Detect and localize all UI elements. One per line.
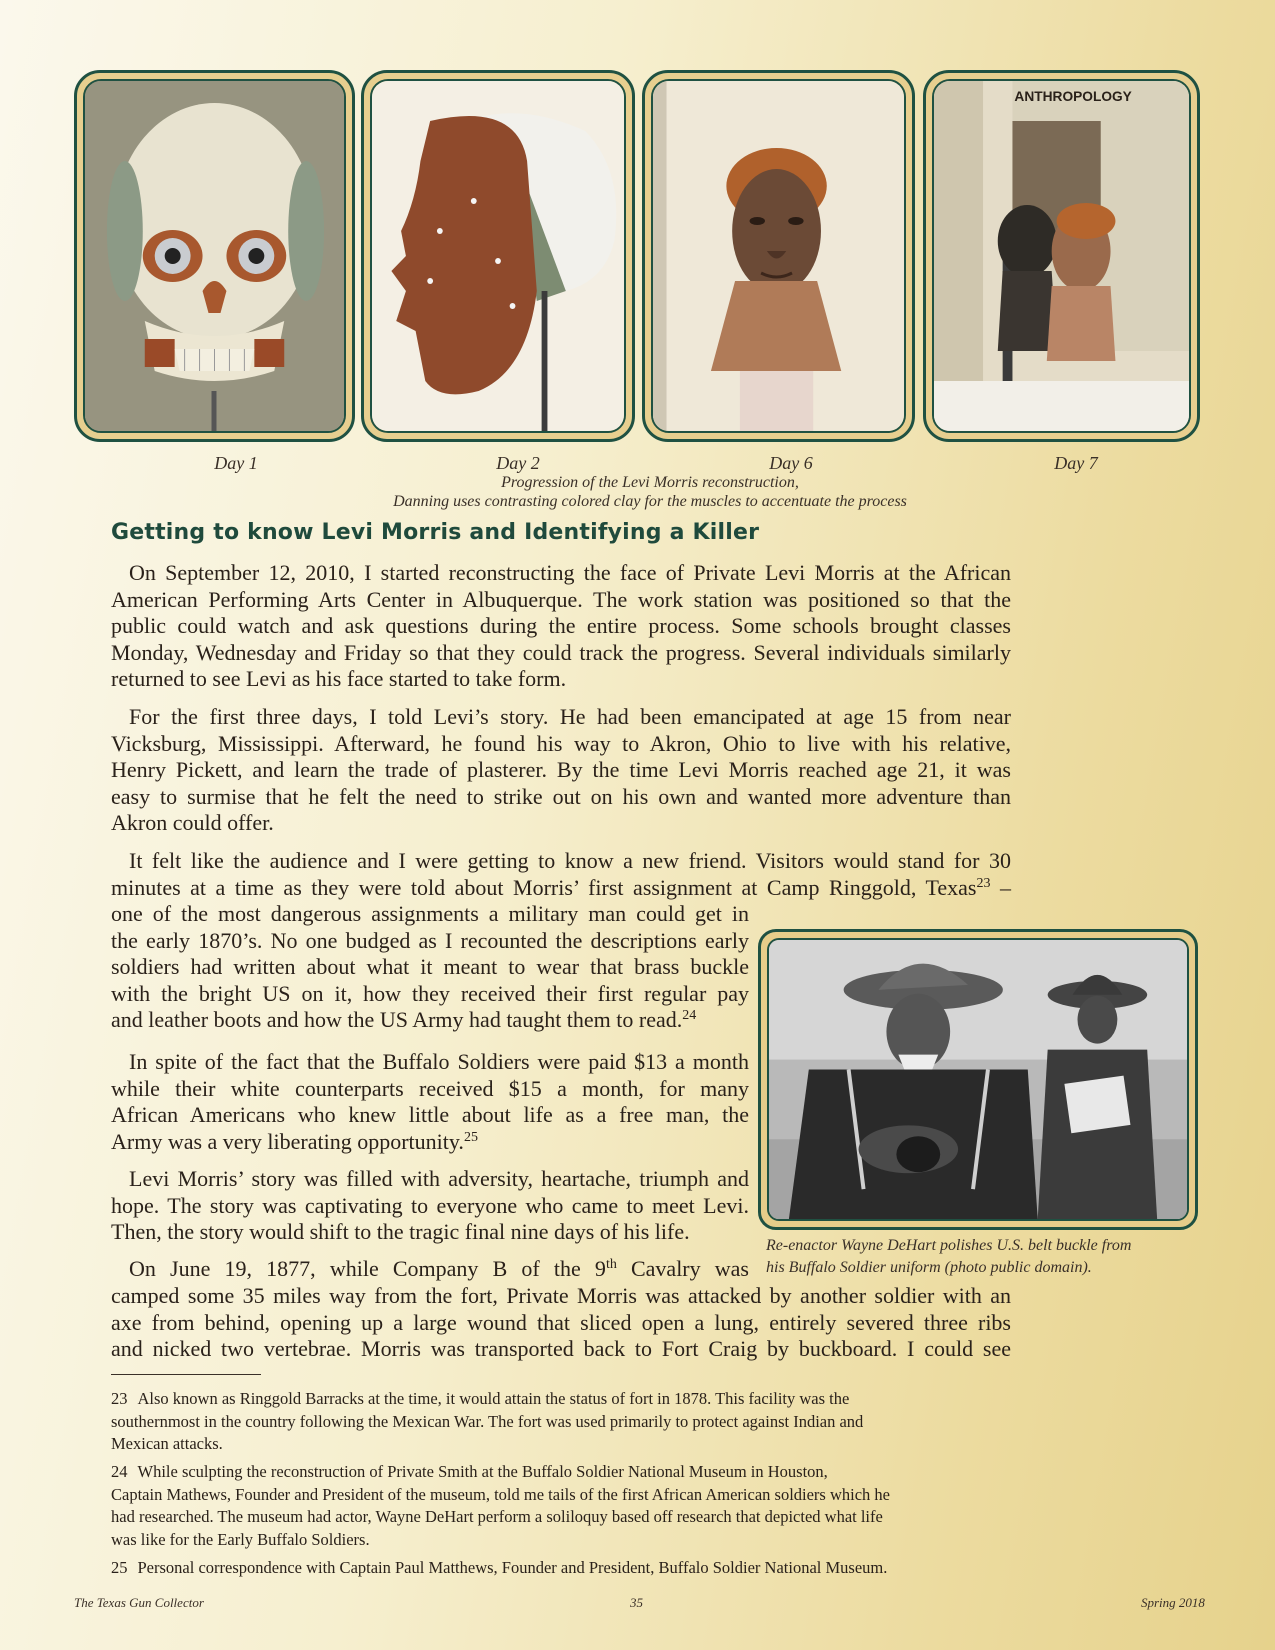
reenactor-photo [758, 929, 1198, 1230]
clay-bust-front-image [653, 81, 904, 431]
skull-image [85, 81, 344, 431]
clay-profile-image [372, 81, 624, 431]
paragraph-1: On September 12, 2010, I started reconstructing the face of Private Levi Morris at the African American Performing Arts Center in Albuquerque. The work station was positioned so that the public could watch and ask questions during the entire process. Some schools brought classes Monday, Wednesday and Friday so that they could track the progress. Several individuals similarly returned to see Levi as his face started to take form. [111, 560, 1011, 692]
paragraph-3-narrow: one of the most dangerous assignments a military man could get in the early 1870’s. No one budged as I recounted the descriptions early soldiers had written about what it meant to wear that brass buckle with the bright US on it, how they received their first regular pay and leather boots and how the US Army had taught them to read.$^{24}$ [111, 901, 749, 1033]
paragraph-3-full-width: It felt like the audience and I were getting to know a new friend. Visitors would stand for 30 minutes at a time as they were told about Morris’ first assignment at Camp Ringgold, Texas$^{23}$ – [111, 848, 1012, 900]
paragraph-5: Levi Morris’ story was filled with adversity, heartache, triumph and hope. The story was captivating to everyone who came to meet Levi. Then, the story would shift to the tragic final nine days of his life. [111, 1166, 749, 1245]
photo-day-1 [74, 70, 355, 442]
footnote-ref-25[interactable]: 25 [463, 1129, 478, 1145]
day-2-label: Day 2 [496, 453, 540, 473]
footer-issue: Spring 2018 [1141, 1595, 1205, 1610]
photo-day-6 [642, 70, 915, 442]
svg-text:ANTHROPOLOGY: ANTHROPOLOGY [1014, 87, 1132, 105]
footnote-24: 24 While sculpting the reconstruction of Private Smith at the Buffalo Soldier National Museum in Houston, Captain Mathews, Founder and President of the museum, told me tails of the first African American soldiers which he had researched. The museum had actor, Wayne DeHart perform a soliloquy based off research that depicted what life was like for the Early Buffalo Soldiers. [111, 1462, 890, 1549]
paragraph-6-narrow: On June 19, 1877, while Company B of the 9th Cavalry was [129, 1256, 749, 1281]
footnote-23: 23 Also known as Ringgold Barracks at the time, it would attain the status of fort in 1878. This facility was the southernmost in the country following the Mexican War. The fort was used primarily to protect against Indian and Mexican attacks. [111, 1389, 864, 1453]
footnote-divider [111, 1374, 261, 1375]
paragraph-2: For the first three days, I told Levi’s story. He had been emancipated at age 15 from near Vicksburg, Mississippi. Afterward, he found his way to Akron, Ohio to live with his relative, Henry Pickett, and learn the trade of plasterer. By the time Levi Morris reached age 21, it was easy to surmise that he felt the need to strike out on his own and wanted more adventure than Akron could offer. [111, 704, 1011, 836]
footnote-25: 25 Personal correspondence with Captain Paul Matthews, Founder and President, Buffalo Soldier National Museum. [111, 1558, 888, 1577]
paragraph-6-full-width: camped some 35 miles way from the fort, Private Morris was attacked by another soldier with an axe from behind, opening up a large wound that sliced open a lung, entirely severed three ribs and nicked two vertebrae. Morris was transported back to Fort Craig by buckboard. I could see [111, 1283, 1011, 1362]
day-1-label: Day 1 [214, 453, 258, 473]
museum-display-image [934, 81, 1189, 431]
photo-day-7 [923, 70, 1200, 442]
paragraph-4: In spite of the fact that the Buffalo Soldiers were paid $13 a month while their white counterparts received $15 a month, for many African Americans who knew little about life as a free man, the Army was a very liberating opportunity.$^{25}$ [111, 1049, 749, 1154]
footer-page-number: 35 [630, 1595, 643, 1610]
footnote-ref-24[interactable]: 24 [682, 1008, 697, 1024]
section-heading: Getting to know Levi Morris and Identifying a Killer [111, 520, 760, 545]
photo-strip-caption: Progression of the Levi Morris reconstruction, Danning uses contrasting colored clay for the muscles to accentuate the process [393, 474, 907, 510]
footnote-ref-23[interactable]: 23 [976, 875, 991, 891]
day-6-label: Day 6 [769, 453, 813, 473]
photo-day-2 [361, 70, 635, 442]
footer-publication: The Texas Gun Collector [74, 1595, 204, 1610]
day-7-label: Day 7 [1054, 453, 1098, 473]
reenactor-image [769, 940, 1187, 1219]
reenactor-photo-caption: Re-enactor Wayne DeHart polishes U.S. belt buckle from his Buffalo Soldier uniform (photo public domain). [766, 1237, 1132, 1276]
